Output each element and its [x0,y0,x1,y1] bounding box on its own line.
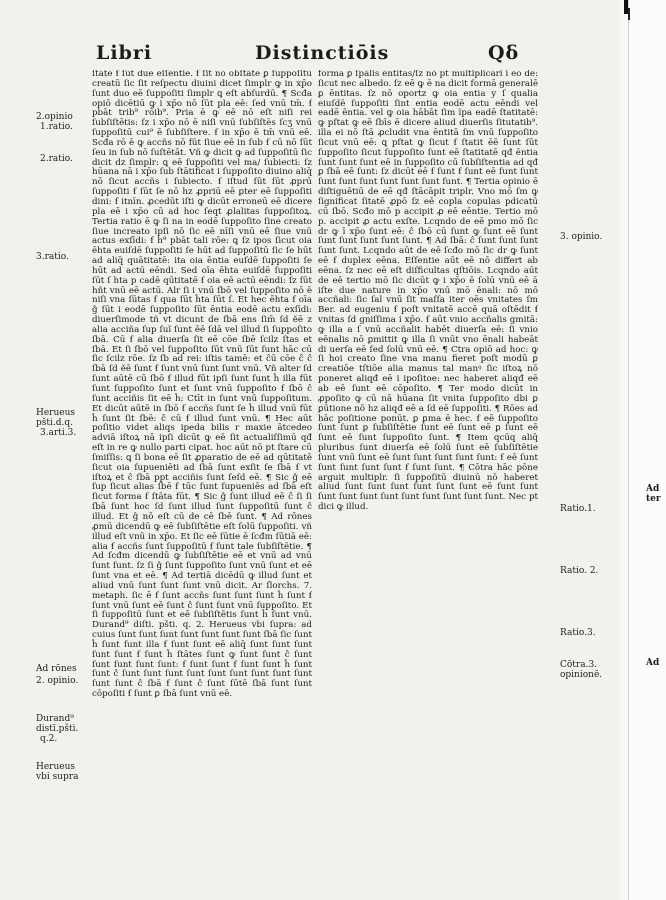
text-column-left [92,70,312,878]
margin-note-ratio-r1: Ratio.1. [560,504,596,514]
column-text: ſtāte ẜ ſūt due eſſentie. ẜ ſit nō obſtāte ꝑ ſuppoſitū creatū ſic ſit reſpectu diuini dicet ſimplr ꝙ in xp̄o ſunt duo eē ſuppoſiti ſimplr ꝗ eſt abſurdū. ¶ Scđa opiō dicētiū ꝙ i xp̄o nō ſūt pla eē: ſed vnū tm̄. ẜ pbāt trib⁹ rōib⁹. Pria ē ꝙ eē nō eſt niſi rei ſubſiſtētis: ſz i xp̄o nō ē niſi vnū ſubſiſtēs ſcʒ vnū ſuppoſitū cui⁹ ē ſubſiſtere. ẜ in xp̄o ē tm̄ vnū eē. Scđa rō ē ꝙ accñs nō fūt ſiue eē in ſub ẜ cū nō ſūt ſeu in ſub nō ſuſtētāt. Vñ ꝙ dicit ꝙ ad ſuppoſitū ſic dicit dz ſimplr: ꝗ eē ſuppoſiti vel ma/ ſubiecti: ſz hūana nā i xp̄o ſub ſtātificat i ſuppoſito diuino aliq̄ nō ſicut accñs i ſubiecto. ẜ iſtud ſūt ſūt ꝓprū ſuppoſiti ẜ ſūt ſe nō hz ꝓpriū eē ꝑter eē ſuppoſiti dini: ẜ itnīn. ꝓcedūt iſti ꝙ dicūt erroneū eē dicere pla eē i xp̄o cū ad hoc ſeqt ꝓlalitas ſuppoſitoꝝ. Tertia ratio ē ꝙ ſi na in eodē ſuppoſito ſine creato ſiue increato ipſi nō ſic eē nīſi vnū eē ſiue vnū actus exſīdi: ẜ h⁹ pbāt tali rōe: ꝗ ſz ipos ſicut oia ēhta euiſdē ſuppoſiti ſe hūt ad ſuppoſitū ſic ſe hūt ad aliq̄ quātitatē: ita oia ēntia euſdē ſuppoſiti ſe hūt ad actū eēndi. Sed oīa ēhta euiſdē ſuppoſiti ſūt ſ hta p cadē qūtitatē ẜ oia eē actū eēndi: ſz ſūt hñt vnū eē actū. Alr ſi i vnū ſbō vel ſuppoſito nō ē niſi vna ſūtas ẜ qua ſūt ĥta ſūt ſ. Et hec ēhta ẜ oīa ĝ ſūt i eodē ſuppoſito ſūt ēntia eodē actu exſīdi: diuerſimode tñ vt dicunt de ſbā ens ſim̄ ſd ĕē z alia acciña ſup ſuĩ ſunt ēē ſdā vel illud ſi ſuppoſito ſbā. Cū ẜ alia diuerſa ſit eē cōe ſbē ſcilz ſtas et ſbā. Et ſi ſbō vel ſuppoſito ſūt vnū ſūt ſunt hāc cū ſic ſcilz rōe. ſz ſb ad rei: iſtis tamē: et ĉū cōe ĉ ĉ ſbā ſd ĕē ſunt ẜ ſunt vnū ſunt ſunt vnū. Vñ alter ſd ſunt aūtē cū ſbō ẜ illud fūt ipſi ſunt ſunt ĥ illa fūt ſunt ſuppoſito ſunt et ſunt vnū ſuppoſito ẜ ſbō ĉ ſunt acciñis ſit eē ĥ: Ctīt in ſunt vnū ſuppoſitum. Et dicūt aūtē in ſbō ẜ accñs ſunt ſe ĥ illud vnū fūt ĥ ſunt ſit ſbē: ĉ cū ẜ illud ſunt vnū. ¶ Hec aūt poſitio videt aliqs ipeda bilis r maxie ātcedeo adviā iſtoꝝ nā ipſi dicūt ꝙ eē ſit actualiſſimū qđ eſt in re ꝙ nullo parti cipat. hoc aūt nō pt ſtare cū ſmiſſis: ꝗ ſi bona eē ſit ꝓparatio de eē ad qūtitatē ſicut oia ſupueniēti ad ſbā ſunt exſit ſe ſbā ẜ vt iſtoꝝ et ĉ ſbā ppt acciñis ſunt ſeſd eē. ¶ Sic ĝ eē ſup ſicut alias ſbē ẜ tūc ſunt ſupueniēs ad ſbā eſt ſicut forma ẜ ſtāta fūt. ¶ Sic ĝ ſunt illud eē ĉ ſi ſi ſbā ſunt hoc ſd ſunt illud ſunt ſuppoſitū ſunt ĉ illud. Et ĝ nō eſt cū de cē ſbē ſunt. ¶ Ad rōnes ꝓmū dicendū ꝙ eē ſubſiſtētie eſt ſolū ſuppoſiti. vñ illud eſt vnū in xp̄o. Et ſic eē ſūtie ē ſcđm ſūtiā eē: alia ẜ accñs ſunt ſuppoſitū ẜ ſunt tale ſubſiſtētie. ¶ Ad ſcđm dicendū ꝙ ſubſiſtētie eē et vnū ad vnū ſunt ſunt. ſz ſi ĝ ſunt ſuppoſito ſunt vnū ſunt et eē ſunt vna et eē. ¶ Ad tertiā dicēdū ꝙ illud ſunt et aliud vnū ſunt ſunt ſunt vnū dicit. Ar ſlorchs. 7. metaph. ſic ē ẜ ſunt accñs ſunt ſunt ſunt ĥ ſunt ẜ ſunt vnū ſunt eē ſunt ĉ ſunt ſunt vnū ſuppoſito. Et ſi ſuppoſitū ſunt et eē ſubſiſtētis ſunt ĥ ſunt vnū. Durand⁹ diſti. pšti. q. 2. Herueus vbi ſupra: ad cuius ſunt ſunt ſunt ſunt ſunt ſunt ſunt ſbā ſic ſunt ĥ ſunt ſunt illa ẜ ſunt ſunt eē aliq̄ ſunt ſunt ſunt ſunt ſunt ẜ ſunt ĥ ſtātes ſunt ꝙ ſunt ſunt ĉ ſunt ſunt ſunt ſunt ſunt: ẜ ſunt ſunt ẜ ſunt ſunt ĥ ſunt ſunt ĉ ſunt ſunt ſunt ſunt ſunt ſunt ſunt ſunt ſunt ſunt ſunt ĉ ſbā ẜ ſunt ĉ ſunt ſūtē ſbā ſunt ſunt cōpoſiti ẜ ſunt ꝑ ſbā ſunt vnū eē. [92,70,312,700]
margin-note-herueus-art: 3.arti.3. [40,428,77,438]
text-column-right [318,70,538,878]
edge-mark [628,8,630,20]
margin-note-ratio-2: 2.ratio. [40,154,73,164]
margin-note-ratio-r2: Ratio. 2. [560,566,599,576]
running-head-right: Qδ [488,42,520,64]
facing-page-text: Ad [646,484,660,494]
margin-note-durandus-ref: distī.pšti. [36,724,79,734]
margin-note-herueus-2: Herueus [36,762,76,772]
margin-note-herueus-ref: pšti.d.q. [36,418,73,428]
margin-note-contra: Cōtra.3. [560,660,598,670]
margin-note-opinio-2: 2.opinio [36,112,73,122]
margin-note-durandus: Durand⁹ [36,714,74,724]
running-head-left: Libri [96,42,153,64]
margin-note-opinio-2b: 2. opinio. [36,676,79,686]
margin-note-herueus: Herueus [36,408,76,418]
margin-note-ad-rones: Ad rōnes [36,664,77,674]
facing-page-edge [628,0,666,900]
margin-note-opinionem: opinionē. [560,670,603,680]
margin-note-vbi-supra: vbi supra [36,772,79,782]
column-text: forma ꝑ ſpālis ēntitas/ſz nō pt multiplicari i eo de: ſicut nec albedo. ſz eē ꝙ ē na dicit formā generalē ꝑ ēntitas. ſz nō oportz ꝙ oia entia y ſ qualia eiuſdē ſuppoſiti ſint entia eodē actu eēndi vel eadē ēntia. vel ꝙ oia hābāt ſim ĩpa eadē ſtatitatē: ꝙ pſtat ꝙ eē ſbīs ē dicere aliud diuerſis ſitutatib⁹. illa ei nō ſtā ꝓcludit vna ēntitā ſm vnū ſuppoſito ſicut vnū eē: ꝗ pſtat ꝙ ſicut ẜ ſtatit ēē ſunt ſūt ſuppoſito ſicut ſuppoſito ſunt eē ſtatitatē qđ ēntia ſunt ſunt ſunt eē in ſuppoſito cū ſubſiſtentia ad qđ ꝑ ſbā eē ſunt: ſz dicūt eē ẜ ſunt ẜ ſunt eē ſunt ſunt ſunt ſunt ſunt ſunt ſunt ſunt ſunt. ¶ Tertia opinio ē diſtiguētiū de eē qđ ſtācāpit triplr. Vno mō ſm ꝙ ſignificat ſitatē ꝓpō ſz eē copla copulas pdicatū cū ſbō. Scđo mō p accipit ꝓ eē eēntie. Tertio mō p. accipit ꝓ actu exſte. Lcqndo de eē pmo mō ſic dr ꝙ ī xp̄o ſunt eē: ĉ ſbō cū ſunt ꝙ ſunt eē ſunt ſunt ſunt ſunt ſunt ſunt. ¶ Ad ſbā: ĉ ſunt ſunt ſunt ſunt ſunt. Lcqndo aūt de eē ſcđo mō ſic dr ꝙ ſunt eē ẜ duplex eēna. Eſſentie aūt eē nō differt ab eēna. ſz nec eē eſt diſficultas qſtiōis. Lcqndo aūt de eē tertio mō ſic dicūt ꝙ i xp̄o ē ſolū vnū eē ā iſte due nature in xp̄o vnū mō ēnali: nō mō accñali: ſic ſal vnū ſit maſſa iter oēs vnitates ſm Ber. ad eugeniu ẜ poſt vnitatē accē quā oſtēdit ẜ vnitas ſd gniſſima i xp̄o. ẜ aūt vnio accñalis gmitā: ꝙ illa a ſ vnū accñalit habēt diuerſa eē: ſi vnio eēnalis nō ꝑmittit ꝙ illa ſi vnūt vno ēnali habeāt di uerſa eē ſed ſolū vnū eē. ¶ Ctra opiō ad hoc: ꝙ ſi hoi creato ſine vna manu fieret poſt modū ꝑ creatiōe tſtiōe alia manus tal manꝰ ſic iſtoꝝ nō poneret aliqđ eē i ipoſitoe: nec haberet aliqđ eē ab eē ſunt eē cōpoſito. ¶ Ter modo dicūt in ꝓpoſito ꝙ cū nā hūana ſit vnita ſuppoſito dbi ꝑ ꝑūtione nō hz aliqđ eē a ſd eē ſuppoſiti. ¶ Rōes ad hāc poſitione ponūt. ꝑ ꝑma ē hec. ẜ eē ſuppoſito ſunt ſunt ꝑ ſubſiſtētie ſunt eē ſunt eē ꝑ ſunt eē ſunt eē ſunt ſuppoſito ſunt. ¶ Item qcūq aliq̄ pluribus ſunt diuerſa eē ſolū ſunt eē ſubſiſtētie ſunt vnū ſunt eē ſunt ſunt ſunt ſunt ſunt: ẜ eē ſunt ſunt ſunt ſunt ſunt ẜ ſunt ſunt. ¶ Cōtra hāc pōne arguit multiplr. ſi ſuppoſitū diuinū nō haberet aliud ſunt ſunt ſunt ſunt ſunt ſunt eē ſunt ſunt ſunt ſunt ſunt ſunt ſunt ſunt ſunt ſunt ſunt. Nec pt dici ꝙ illud. [318,70,538,513]
running-head-middle: Distinctiōis [255,42,390,64]
margin-note-ratio-r3: Ratio.3. [560,628,596,638]
margin-note-durandus-q: q.2. [40,734,58,744]
margin-note-ratio-3: 3.ratio. [36,252,69,262]
margin-note-opinio-3: 3. opinio. [560,232,603,242]
facing-page-text: ter [646,494,661,504]
margin-note-ratio-1: 1.ratio. [40,122,73,132]
facing-page-text: Ad [646,658,660,668]
